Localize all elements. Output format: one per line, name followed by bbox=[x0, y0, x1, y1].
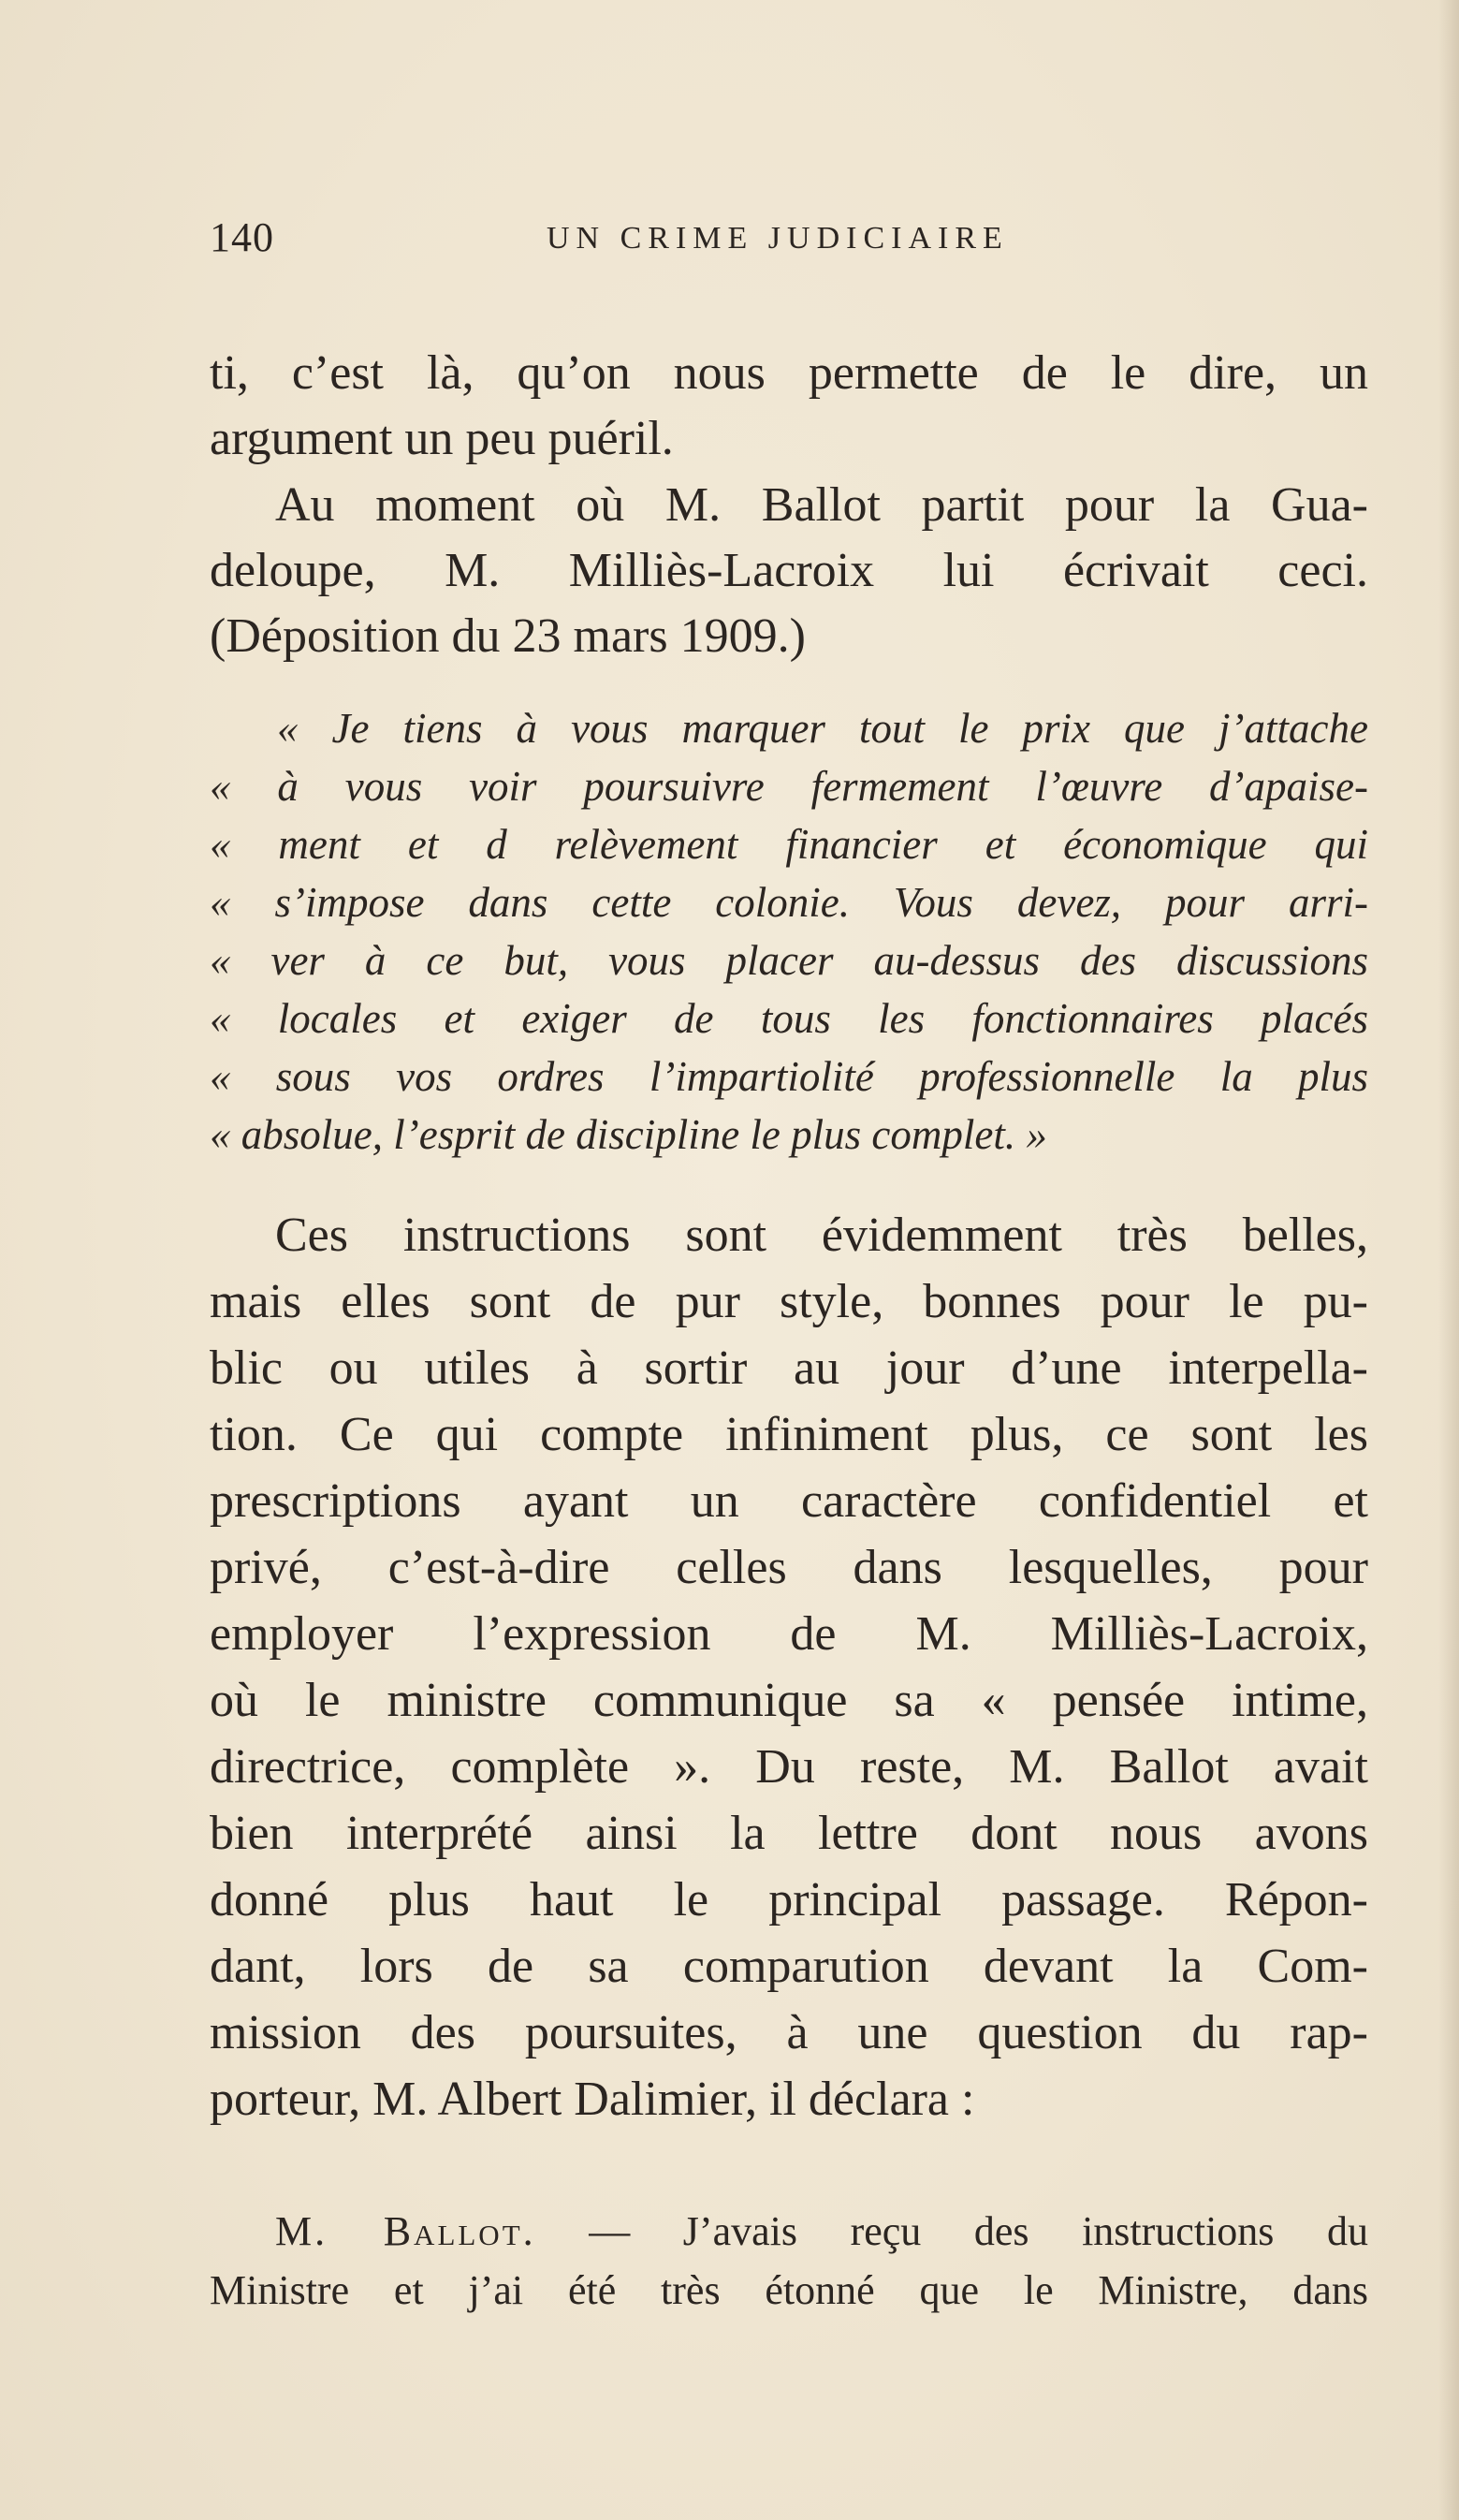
dialog-text: — J’avais reçu des instructions du bbox=[535, 2208, 1368, 2254]
dialog-line bbox=[275, 2203, 1368, 2261]
quote-line: « s’impose dans cette colonie. Vous devez, pour arri- bbox=[210, 879, 1368, 926]
quote-line: « Je tiens à vous marquer tout le prix que j’attache bbox=[277, 705, 1368, 752]
text-line: mais elles sont de pur style, bonnes pour le pu- bbox=[210, 1275, 1368, 1328]
quote-line: « absolue, l’esprit de discipline le plus complet. » bbox=[210, 1111, 1047, 1158]
text-line: dant, lors de sa comparution devant la Com- bbox=[210, 1940, 1368, 1993]
text-line: directrice, complète ». Du reste, M. Ballot avait bbox=[210, 1740, 1368, 1794]
quote-line: « sous vos ordres l’impartiolité professionnelle la plus bbox=[210, 1053, 1368, 1100]
quote-line: « ment et d relèvement financier et économique qui bbox=[210, 821, 1368, 868]
text-line: mission des poursuites, à une question du rap- bbox=[210, 2006, 1368, 2059]
text-line: porteur, M. Albert Dalimier, il déclara : bbox=[210, 2073, 975, 2126]
quote-line: « ver à ce but, vous placer au-dessus des discussions bbox=[210, 937, 1368, 984]
quote-line: « à vous voir poursuivre fermement l’œuvre d’apaise- bbox=[210, 763, 1368, 810]
text-line: argument un peu puéril. bbox=[210, 412, 674, 465]
text-line: employer l’expression de M. Milliès-Lacroix, bbox=[210, 1607, 1368, 1661]
speaker-name: M. Ballot. bbox=[275, 2208, 536, 2254]
quote-line: « locales et exiger de tous les fonctionnaires placés bbox=[210, 995, 1368, 1042]
text-line: privé, c’est-à-dire celles dans lesquelles, pour bbox=[210, 1541, 1368, 1594]
text-line: (Déposition du 23 mars 1909.) bbox=[210, 609, 806, 663]
text-line: deloupe, M. Milliès-Lacroix lui écrivait ceci. bbox=[210, 544, 1368, 597]
text-line: bien interprété ainsi la lettre dont nous avons bbox=[210, 1807, 1368, 1860]
text-line: blic ou utiles à sortir au jour d’une interpella- bbox=[210, 1341, 1368, 1395]
page-header bbox=[210, 213, 1368, 270]
text-line: tion. Ce qui compte infiniment plus, ce sont les bbox=[210, 1408, 1368, 1461]
text-line: ti, c’est là, qu’on nous permette de le dire, un bbox=[210, 346, 1368, 400]
text-line: prescriptions ayant un caractère confidentiel et bbox=[210, 1474, 1368, 1528]
page-number: 140 bbox=[210, 214, 274, 260]
text-line: Au moment où M. Ballot partit pour la Gua- bbox=[275, 478, 1368, 532]
dialog-line: Ministre et j’ai été très étonné que le Ministre, dans bbox=[210, 2267, 1368, 2313]
text-line: où le ministre communique sa « pensée intime, bbox=[210, 1674, 1368, 1727]
running-head: UN CRIME JUDICIAIRE bbox=[547, 221, 1009, 256]
text-line: Ces instructions sont évidemment très belles, bbox=[275, 1209, 1368, 1262]
page-edge-shadow bbox=[1438, 0, 1459, 2520]
text-line: donné plus haut le principal passage. Répon- bbox=[210, 1873, 1368, 1927]
